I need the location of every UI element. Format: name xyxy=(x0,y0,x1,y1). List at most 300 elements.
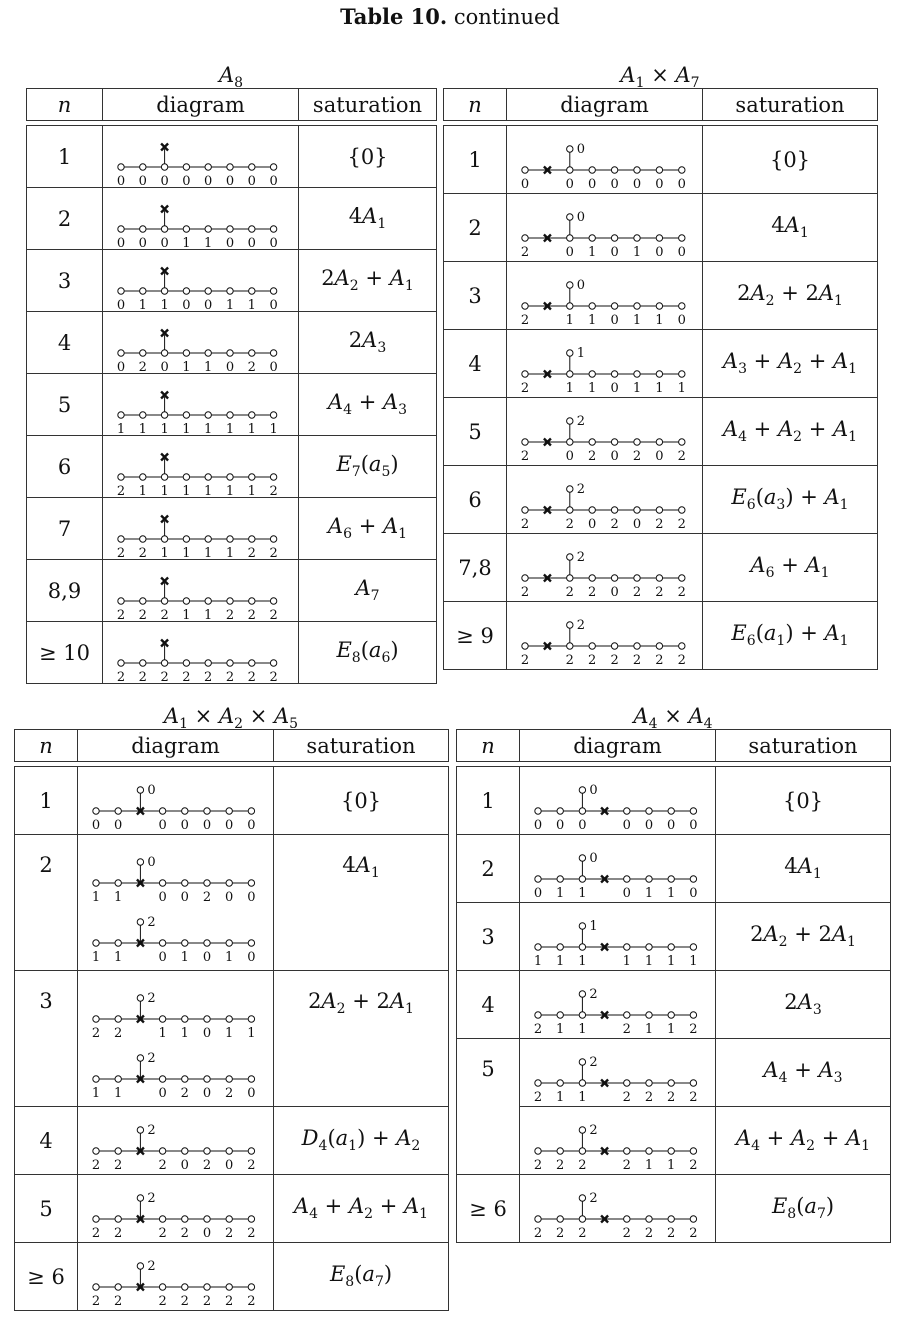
node-label: 0 xyxy=(202,1025,211,1039)
node-label: 1 xyxy=(138,483,147,497)
node xyxy=(248,879,254,885)
node xyxy=(115,807,121,813)
node-label: 2 xyxy=(225,669,234,683)
node-label: 0 xyxy=(157,949,167,963)
node xyxy=(633,234,639,240)
node xyxy=(668,1147,674,1153)
cell-diagram xyxy=(78,1175,274,1243)
node xyxy=(579,1079,585,1085)
top-node xyxy=(566,417,572,423)
node xyxy=(161,349,167,355)
table-row xyxy=(444,466,878,534)
node xyxy=(92,939,98,945)
cell-diagram xyxy=(103,622,299,684)
node xyxy=(623,1079,629,1085)
node-label: 0 xyxy=(654,176,664,190)
node-label: 1 xyxy=(247,297,256,311)
node xyxy=(183,225,189,231)
cell-n: 1 xyxy=(457,767,520,835)
saturation-text: {0} xyxy=(340,788,382,813)
node-label: 2 xyxy=(157,1293,167,1307)
top-node-label: 2 xyxy=(146,914,156,930)
node-label: 2 xyxy=(654,652,664,666)
cell-saturation xyxy=(299,312,437,374)
node xyxy=(678,302,684,308)
cell-saturation xyxy=(716,971,891,1039)
table-row xyxy=(444,602,878,670)
node-label: 0 xyxy=(116,297,125,311)
node-label: 2 xyxy=(268,483,278,497)
node-label: 2 xyxy=(157,1157,167,1171)
cell-saturation xyxy=(703,466,878,534)
saturation-text: $D_4(a_1) + A_2$ xyxy=(301,1126,421,1155)
node-label: 2 xyxy=(138,359,147,373)
cell-saturation xyxy=(299,126,437,188)
node xyxy=(226,597,232,603)
node-label: 0 xyxy=(622,885,631,899)
node xyxy=(226,349,232,355)
node-label: 0 xyxy=(202,1085,211,1099)
dynkin-diagram xyxy=(517,334,693,394)
node xyxy=(690,1147,696,1153)
node xyxy=(270,411,276,417)
node-label: 0 xyxy=(181,173,191,187)
dynkin-diagram xyxy=(113,561,289,621)
node-label: 0 xyxy=(159,173,169,187)
header-n xyxy=(444,89,507,121)
top-node-label: 0 xyxy=(576,141,585,157)
node xyxy=(534,1079,540,1085)
node xyxy=(226,163,232,169)
node-label: 2 xyxy=(533,1225,542,1239)
node xyxy=(589,166,595,172)
node-label: 2 xyxy=(677,652,686,666)
node-label: 1 xyxy=(268,421,278,435)
node-label: 1 xyxy=(224,949,233,963)
cell-saturation xyxy=(274,1107,449,1175)
node xyxy=(579,1147,585,1153)
node-label: 2 xyxy=(644,1089,653,1103)
cell-diagram xyxy=(507,534,703,602)
node xyxy=(579,1011,585,1017)
node xyxy=(248,225,254,231)
node xyxy=(183,287,189,293)
node xyxy=(566,370,572,376)
node-label: 0 xyxy=(180,1157,189,1171)
top-node-label: 0 xyxy=(146,782,156,798)
node xyxy=(270,349,276,355)
node-label: 1 xyxy=(644,1021,653,1035)
node-label: 2 xyxy=(577,1225,587,1239)
node-label: 1 xyxy=(577,1021,587,1035)
cell-saturation xyxy=(703,194,878,262)
node-label: 1 xyxy=(654,380,664,394)
node-label: 0 xyxy=(268,359,278,373)
node-label: 1 xyxy=(225,297,234,311)
cell-diagram xyxy=(78,1107,274,1175)
node-label: 1 xyxy=(181,359,191,373)
node-label: 0 xyxy=(247,235,256,249)
cell-diagram xyxy=(103,560,299,622)
node-label: 1 xyxy=(666,885,675,899)
node-label: 0 xyxy=(157,889,167,903)
dynkin-diagram xyxy=(113,313,289,373)
node xyxy=(668,807,674,813)
table-row xyxy=(457,835,891,903)
node-label: 0 xyxy=(677,312,686,326)
header-row xyxy=(457,730,891,762)
cell-diagram xyxy=(78,835,274,971)
node-label: 0 xyxy=(225,235,234,249)
node-label: 2 xyxy=(632,652,641,666)
saturation-text: {0} xyxy=(769,147,811,172)
node-label: 0 xyxy=(688,885,698,899)
node xyxy=(203,879,209,885)
node-label: 0 xyxy=(246,817,256,831)
top-node xyxy=(137,1262,143,1268)
cell-diagram xyxy=(103,126,299,188)
node xyxy=(589,370,595,376)
node-label: 2 xyxy=(520,380,529,394)
node xyxy=(668,1079,674,1085)
cell-n: 3 xyxy=(457,903,520,971)
cell-n: ≥ 6 xyxy=(457,1175,520,1243)
dynkin-diagram xyxy=(113,127,289,187)
table-row xyxy=(457,971,891,1039)
header-n-text: n xyxy=(57,92,72,117)
node-label: 2 xyxy=(520,448,529,462)
node xyxy=(557,807,563,813)
top-node xyxy=(566,485,572,491)
node-label: 0 xyxy=(113,817,122,831)
node xyxy=(589,642,595,648)
cell-diagram xyxy=(507,262,703,330)
cell-diagram xyxy=(520,1107,716,1175)
node-label: 1 xyxy=(181,545,191,559)
saturation-text: $2A_2 + 2A_1$ xyxy=(737,281,843,310)
node xyxy=(248,1075,254,1081)
node xyxy=(656,642,662,648)
saturation-text: $4A_1$ xyxy=(348,204,387,233)
node xyxy=(139,659,145,665)
node xyxy=(678,438,684,444)
node-label: 1 xyxy=(654,312,664,326)
node-label: 1 xyxy=(225,545,234,559)
node-label: 1 xyxy=(116,421,125,435)
node-label: 1 xyxy=(577,953,587,967)
node-label: 2 xyxy=(677,516,686,530)
node-label: 1 xyxy=(632,312,641,326)
node xyxy=(115,1283,121,1289)
cell-saturation xyxy=(716,1039,891,1107)
saturation-text: $E_6(a_1) + A_1$ xyxy=(731,621,849,650)
cell-diagram xyxy=(103,374,299,436)
node-label: 1 xyxy=(113,889,122,903)
node xyxy=(203,1015,209,1021)
node xyxy=(181,1283,187,1289)
cell-n: 1 xyxy=(15,767,78,835)
node-label: 2 xyxy=(180,1085,189,1099)
node xyxy=(557,1215,563,1221)
dynkin-diagram xyxy=(88,1111,264,1171)
top-node-label: 2 xyxy=(146,1258,156,1274)
node-label: 0 xyxy=(533,885,542,899)
table-row xyxy=(15,1107,449,1175)
node-label: 0 xyxy=(224,817,233,831)
node xyxy=(534,1215,540,1221)
cell-n: 5 xyxy=(457,1039,520,1175)
node xyxy=(270,473,276,479)
node xyxy=(521,234,527,240)
node xyxy=(203,1075,209,1081)
node xyxy=(557,1011,563,1017)
table-a1xa7 xyxy=(443,62,877,670)
cell-diagram xyxy=(507,330,703,398)
node-label: 0 xyxy=(632,176,641,190)
node-label: 2 xyxy=(91,1225,100,1239)
node-label: 2 xyxy=(533,1089,542,1103)
saturation-text: $A_6 + A_1$ xyxy=(750,553,830,582)
table-row xyxy=(27,188,437,250)
node xyxy=(139,473,145,479)
top-node xyxy=(579,990,585,996)
top-node-label: 0 xyxy=(576,277,585,293)
node-label: 2 xyxy=(224,1085,233,1099)
saturation-text: $2A_3$ xyxy=(348,328,387,357)
node xyxy=(623,943,629,949)
node-label: 1 xyxy=(203,235,212,249)
node xyxy=(203,1147,209,1153)
node-label: 2 xyxy=(91,1293,100,1307)
dynkin-diagram xyxy=(113,623,289,683)
node-label: 0 xyxy=(587,176,596,190)
node-label: 1 xyxy=(138,297,147,311)
node-label: 1 xyxy=(203,359,212,373)
node xyxy=(161,473,167,479)
node xyxy=(248,287,254,293)
dynkin-diagram xyxy=(113,251,289,311)
dynkin-diagram xyxy=(88,903,264,963)
node-label: 0 xyxy=(202,1225,211,1239)
node xyxy=(633,302,639,308)
table-title: $A_8$ xyxy=(218,63,244,92)
node-label: 0 xyxy=(577,817,587,831)
node-label: 0 xyxy=(116,173,125,187)
node xyxy=(690,875,696,881)
node xyxy=(611,642,617,648)
cell-saturation xyxy=(716,903,891,971)
node-label: 1 xyxy=(180,1025,189,1039)
node-label: 1 xyxy=(688,953,698,967)
cell-n: 3 xyxy=(27,250,103,312)
node xyxy=(115,1015,121,1021)
node-label: 2 xyxy=(138,545,147,559)
node-label: 2 xyxy=(688,1157,698,1171)
table-title: $A_4 \times A_4$ xyxy=(633,704,713,733)
dynkin-diagram xyxy=(88,771,264,831)
cell-n: ≥ 9 xyxy=(444,602,507,670)
node-label: 0 xyxy=(246,1085,256,1099)
node xyxy=(270,287,276,293)
header-row xyxy=(27,89,437,121)
node-label: 2 xyxy=(577,1157,587,1171)
cell-diagram xyxy=(507,194,703,262)
saturation-text: $2A_2 + 2A_1$ xyxy=(308,989,414,1018)
node xyxy=(579,1215,585,1221)
node-label: 0 xyxy=(268,173,278,187)
node-label: 0 xyxy=(157,1085,167,1099)
dynkin-diagram xyxy=(530,839,706,899)
node xyxy=(203,1283,209,1289)
node-label: 2 xyxy=(654,584,664,598)
node xyxy=(611,370,617,376)
saturation-text: $E_6(a_3) + A_1$ xyxy=(731,485,849,514)
node xyxy=(611,438,617,444)
node-label: 2 xyxy=(632,448,641,462)
node-label: 1 xyxy=(181,235,191,249)
node-label: 2 xyxy=(91,1025,100,1039)
node-label: 0 xyxy=(224,889,233,903)
node-label: 1 xyxy=(565,380,574,394)
node-label: 1 xyxy=(565,312,574,326)
node-label: 0 xyxy=(224,1157,233,1171)
cell-n: 8,9 xyxy=(27,560,103,622)
cell-n: ≥ 6 xyxy=(15,1243,78,1311)
node-label: 2 xyxy=(555,1225,564,1239)
node-label: 0 xyxy=(609,448,619,462)
node xyxy=(248,349,254,355)
top-node-label: 0 xyxy=(588,850,598,866)
node-label: 2 xyxy=(268,607,278,621)
node-label: 2 xyxy=(246,1225,256,1239)
node-label: 2 xyxy=(622,1157,631,1171)
dynkin-diagram xyxy=(530,907,706,967)
cell-diagram xyxy=(103,436,299,498)
cell-saturation xyxy=(703,398,878,466)
node-label: 1 xyxy=(644,953,653,967)
node-label: 0 xyxy=(688,817,698,831)
node xyxy=(566,438,572,444)
node xyxy=(645,1011,651,1017)
node-label: 0 xyxy=(520,176,529,190)
node xyxy=(521,438,527,444)
header-diagram: diagram xyxy=(78,730,274,762)
node xyxy=(205,225,211,231)
node-label: 0 xyxy=(622,817,631,831)
table-row xyxy=(457,1175,891,1243)
node-label: 1 xyxy=(203,483,212,497)
node xyxy=(205,473,211,479)
node-label: 0 xyxy=(202,817,211,831)
dynkin-diagram xyxy=(88,843,264,903)
node-label: 2 xyxy=(113,1293,122,1307)
header-diagram: diagram xyxy=(520,730,716,762)
node xyxy=(226,287,232,293)
cell-n: 5 xyxy=(444,398,507,466)
node xyxy=(690,1011,696,1017)
node-label: 1 xyxy=(632,380,641,394)
cell-saturation xyxy=(299,622,437,684)
node-label: 0 xyxy=(565,244,574,258)
node-label: 2 xyxy=(565,652,574,666)
dynkin-diagram xyxy=(113,375,289,435)
node-label: 0 xyxy=(677,176,686,190)
dynkin-diagram xyxy=(517,402,693,462)
node-label: 0 xyxy=(203,173,212,187)
node-label: 0 xyxy=(138,173,147,187)
node xyxy=(203,807,209,813)
top-node xyxy=(579,786,585,792)
node xyxy=(668,875,674,881)
node-label: 0 xyxy=(587,516,596,530)
top-node-label: 2 xyxy=(588,1122,598,1138)
node xyxy=(248,807,254,813)
node-label: 0 xyxy=(644,817,653,831)
node-label: 2 xyxy=(644,1225,653,1239)
node-label: 0 xyxy=(180,817,189,831)
node xyxy=(226,1075,232,1081)
node xyxy=(566,166,572,172)
node xyxy=(248,1015,254,1021)
node-label: 2 xyxy=(555,1157,564,1171)
table-row xyxy=(15,767,449,835)
node xyxy=(633,166,639,172)
table-row xyxy=(444,262,878,330)
node xyxy=(117,597,123,603)
table-title: $A_1 \times A_7$ xyxy=(620,63,700,92)
node xyxy=(92,1015,98,1021)
node-label: 2 xyxy=(622,1089,631,1103)
node-label: 1 xyxy=(644,1157,653,1171)
header-diagram: diagram xyxy=(507,89,703,121)
node xyxy=(633,642,639,648)
top-node-label: 2 xyxy=(146,1190,156,1206)
top-node xyxy=(137,858,143,864)
node xyxy=(226,1015,232,1021)
node-label: 1 xyxy=(587,312,596,326)
node xyxy=(623,1011,629,1017)
cell-n: 4 xyxy=(15,1107,78,1175)
top-node xyxy=(579,1194,585,1200)
header-row xyxy=(444,89,878,121)
node xyxy=(226,807,232,813)
node-label: 0 xyxy=(246,949,256,963)
node xyxy=(534,875,540,881)
top-node xyxy=(137,786,143,792)
node xyxy=(668,943,674,949)
node xyxy=(633,506,639,512)
cell-n: 2 xyxy=(444,194,507,262)
saturation-text: {0} xyxy=(782,788,824,813)
node xyxy=(248,473,254,479)
table-caption xyxy=(0,4,900,29)
node-label: 1 xyxy=(180,949,189,963)
node xyxy=(690,807,696,813)
node-label: 0 xyxy=(268,297,278,311)
node xyxy=(623,875,629,881)
dynkin-diagram xyxy=(530,771,706,831)
cell-diagram xyxy=(103,250,299,312)
node xyxy=(115,1147,121,1153)
dynkin-diagram xyxy=(88,979,264,1039)
node-label: 2 xyxy=(587,584,596,598)
node-label: 2 xyxy=(622,1225,631,1239)
cell-diagram xyxy=(78,1243,274,1311)
node-label: 2 xyxy=(565,584,574,598)
node-label: 1 xyxy=(181,607,191,621)
node-label: 2 xyxy=(587,448,596,462)
node-label: 1 xyxy=(159,297,169,311)
